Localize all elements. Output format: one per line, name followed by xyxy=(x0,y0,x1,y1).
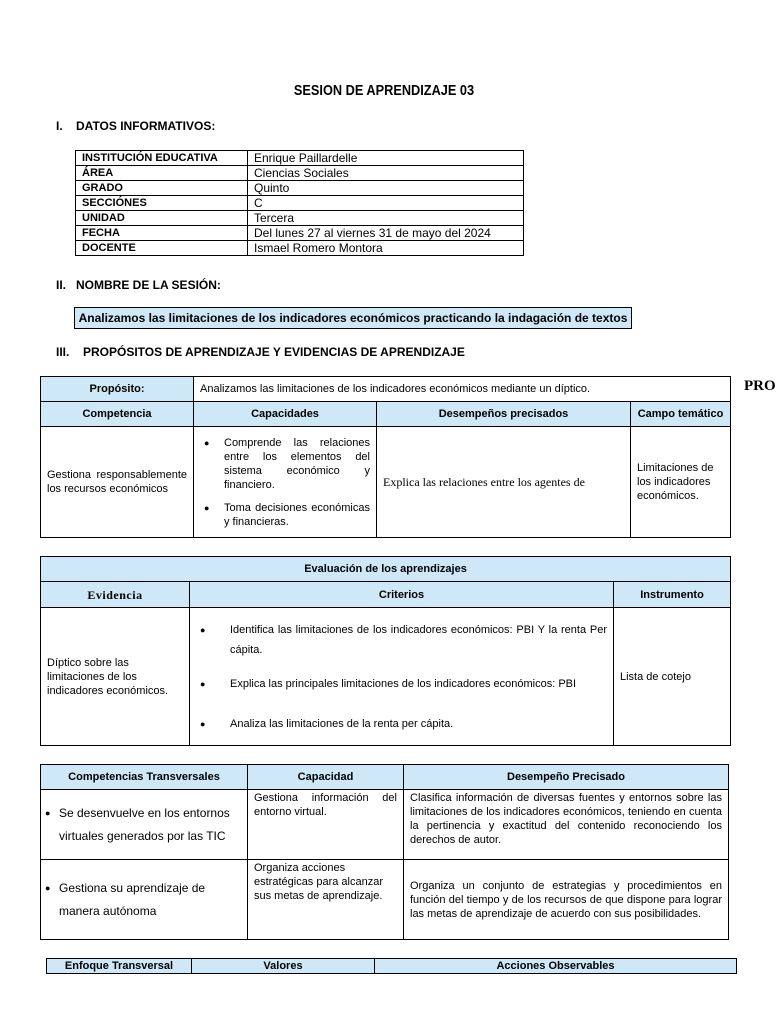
table-row: ÁREA Ciencias Sociales xyxy=(76,166,524,181)
desempeno-cell: Explica las relaciones entre los agentes de xyxy=(377,427,631,538)
session-name-box: Analizamos las limitaciones de los indicadores económicos practicando la indagación de textos xyxy=(74,307,632,329)
section-nombre-sesion: II. NOMBRE DE LA SESIÓN: xyxy=(56,278,221,292)
table-row: SECCIÓNES C xyxy=(76,196,524,211)
list-item: ● Se desenvuelve en los entornos virtuales generados por las TIC xyxy=(41,802,241,848)
transversales-table xyxy=(40,764,729,940)
proposito-value: Analizamos las limitaciones de los indicadores económicos mediante un díptico. xyxy=(194,377,731,402)
list-item: ● Comprende las relaciones entre los elementos del sistema económico y financiero. xyxy=(200,436,370,492)
enfoque-table xyxy=(46,958,737,974)
list-item: ● Analiza las limitaciones de la renta per cápita. xyxy=(196,714,607,734)
evaluacion-table xyxy=(40,556,731,746)
campo-cell: Limitaciones de los indicadores económicos. xyxy=(631,427,731,538)
list-item: ● Identifica las limitaciones de los indicadores económicos: PBI Y la renta Per cápita. xyxy=(196,620,607,660)
table-row: Enfoque Transversal Valores Acciones Observables xyxy=(47,959,737,974)
table-row: Competencia Capacidades Desempeños precisados Campo temático xyxy=(41,402,731,427)
info-table xyxy=(75,150,524,256)
table-row xyxy=(41,377,731,402)
proposito-table xyxy=(40,376,731,538)
table-row: Competencias Transversales Capacidad Desempeño Precisado xyxy=(41,765,729,790)
table-row: GRADO Quinto xyxy=(76,181,524,196)
table-row: INSTITUCIÓN EDUCATIVA Enrique Paillardelle xyxy=(76,151,524,166)
competencia-cell: Gestiona responsablemente los recursos económicos xyxy=(41,427,194,538)
list-item: ● Explica las principales limitaciones de los indicadores económicos: PBI xyxy=(196,674,607,694)
evaluacion-title: Evaluación de los aprendizajes xyxy=(41,557,731,582)
section-propositos: III. PROPÓSITOS DE APRENDIZAJE Y EVIDENCIAS DE APRENDIZAJE xyxy=(56,345,465,359)
proposito-label: Propósito: xyxy=(41,377,194,402)
table-row: FECHA Del lunes 27 al viernes 31 de mayo del 2024 xyxy=(76,226,524,241)
table-row xyxy=(41,427,731,538)
table-row: ● Gestiona su aprendizaje de manera autónoma Organiza acciones estratégicas para alcanzar sus metas de aprendizaje. Organiza un conjunto de estrategias y procedimientos en función del tiempo y de los recursos de que dispone para lograr las metas de aprendizaje de acuerdo con sus posibilidades. xyxy=(41,860,729,940)
table-row xyxy=(41,557,731,582)
section-datos-informativos: I. DATOS INFORMATIVOS: xyxy=(56,119,216,133)
table-row: DOCENTE Ismael Romero Montora xyxy=(76,241,524,256)
evidencia-cell: Díptico sobre las limitaciones de los indicadores económicos. xyxy=(41,608,190,746)
table-row: ● Se desenvuelve en los entornos virtuales generados por las TIC Gestiona información del entorno virtual. Clasifica información de diversas fuentes y entornos sobre las limitaciones de los indicadores económicos, teniendo en cuenta la pertinencia y exactitud del contenido reconociendo los derechos de autor. xyxy=(41,790,729,860)
list-item: ● Gestiona su aprendizaje de manera autónoma xyxy=(41,877,241,923)
table-row xyxy=(41,608,731,746)
table-row: Evidencia Criterios Instrumento xyxy=(41,582,731,608)
instrumento-cell: Lista de cotejo xyxy=(614,608,731,746)
page-title: SESION DE APRENDIZAJE 03 xyxy=(293,82,475,99)
table-row: UNIDAD Tercera xyxy=(76,211,524,226)
side-cutoff-text: PRO xyxy=(744,378,776,394)
list-item: ● Toma decisiones económicas y financieras. xyxy=(200,501,370,529)
